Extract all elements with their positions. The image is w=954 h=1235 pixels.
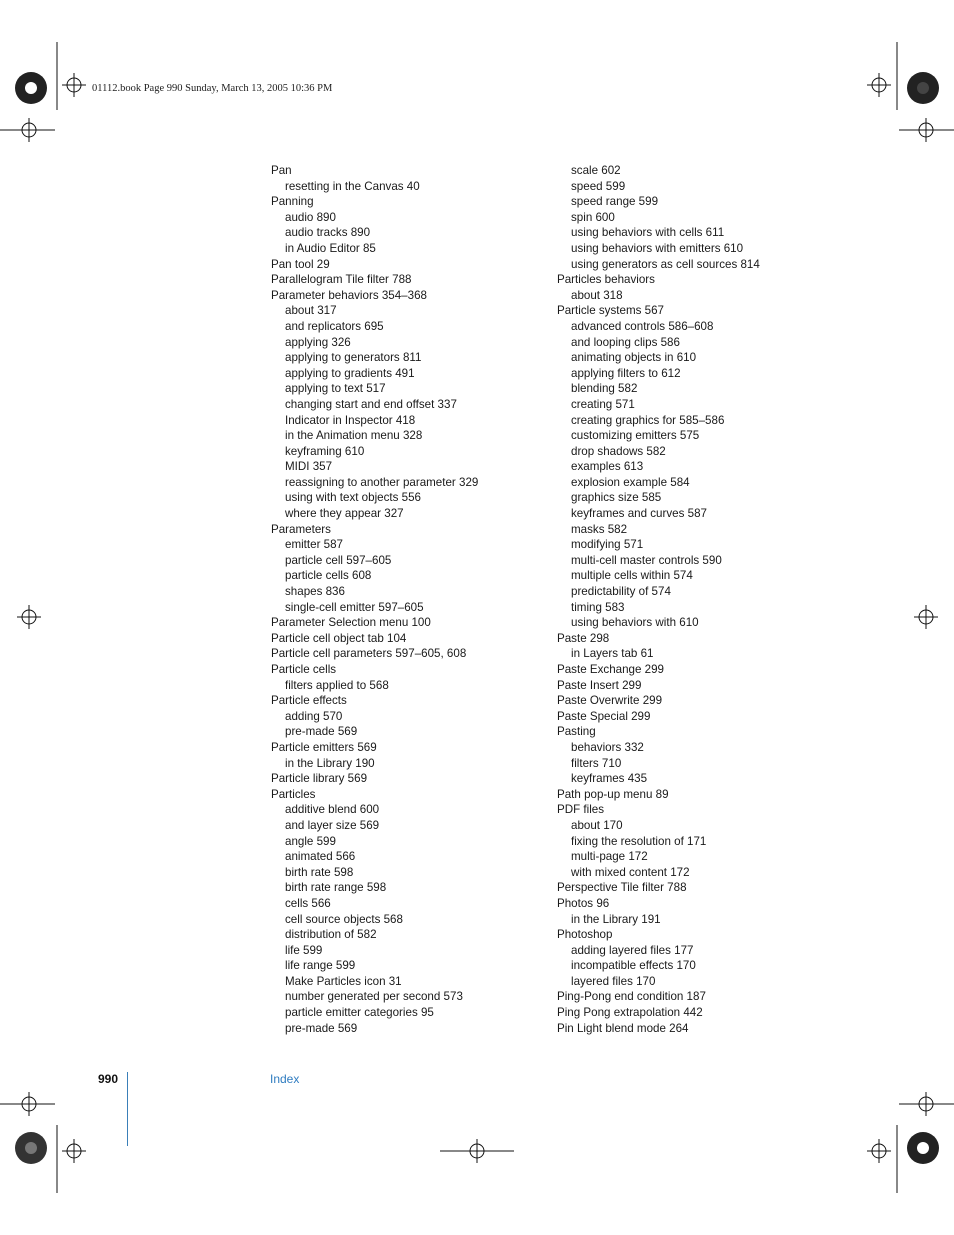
index-entry: Particle cell object tab 104 (271, 631, 407, 645)
index-subentry: graphics size 585 (571, 491, 662, 505)
index-column-left (271, 163, 478, 1036)
index-subentry: filters applied to 568 (285, 678, 389, 692)
index-entry: Paste Overwrite 299 (557, 694, 663, 708)
index-subentry: modifying 571 (571, 538, 644, 552)
index-subentry: Indicator in Inspector 418 (285, 413, 416, 427)
index-subentry: blending 582 (571, 382, 638, 396)
print-slug: 01112.book Page 990 Sunday, March 13, 2005 10:36 PM (92, 83, 333, 94)
index-subentry: and layer size 569 (285, 818, 380, 832)
index-subentry: applying to generators 811 (285, 351, 422, 365)
section-link[interactable]: Index (270, 1072, 300, 1086)
index-subentry: keyframes 435 (571, 772, 648, 786)
index-entry: Parameter Selection menu 100 (271, 616, 431, 630)
index-subentry: birth rate 598 (285, 865, 354, 879)
index-subentry: in Audio Editor 85 (285, 241, 376, 255)
index-subentry: speed 599 (571, 179, 626, 193)
index-entry: Perspective Tile filter 788 (557, 881, 687, 895)
index-subentry: behaviors 332 (571, 740, 644, 754)
index-subentry: using behaviors with 610 (571, 616, 699, 630)
index-entry: Particle cells (271, 663, 337, 676)
index-subentry: number generated per second 573 (285, 990, 463, 1004)
index-subentry: animated 566 (285, 850, 356, 864)
index-entry: Particle effects (271, 694, 347, 708)
index-subentry: creating 571 (571, 397, 635, 411)
index-subentry: single-cell emitter 597–605 (285, 600, 424, 614)
index-subentry: particle cells 608 (285, 569, 372, 583)
index-subentry: reassigning to another parameter 329 (285, 475, 479, 489)
index-subentry: additive blend 600 (285, 803, 380, 817)
index-entry: Parameter behaviors 354–368 (271, 288, 427, 302)
index-subentry: multiple cells within 574 (571, 569, 693, 583)
index-entry: Photos 96 (557, 896, 610, 910)
index-subentry: filters 710 (571, 756, 622, 770)
index-subentry: and looping clips 586 (571, 335, 680, 349)
index-entry: Parallelogram Tile filter 788 (271, 273, 412, 287)
index-subentry: emitter 587 (285, 538, 343, 552)
index-entry: Pan (271, 164, 292, 177)
index-subentry: about 317 (285, 304, 337, 318)
index-subentry: distribution of 582 (285, 928, 377, 942)
index-subentry: with mixed content 172 (571, 865, 690, 879)
index-subentry: customizing emitters 575 (571, 429, 700, 443)
index-subentry: cell source objects 568 (285, 912, 403, 926)
index-subentry: and replicators 695 (285, 319, 384, 333)
index-subentry: speed range 599 (571, 195, 659, 209)
index-subentry: applying filters to 612 (571, 366, 681, 380)
index-subentry: pre-made 569 (285, 725, 358, 739)
index-entry: Particles (271, 787, 316, 801)
index-entry: Pan tool 29 (271, 257, 330, 271)
index-entry: Paste 298 (557, 631, 610, 645)
index-subentry: audio tracks 890 (285, 226, 371, 240)
index-entry: Particle emitters 569 (271, 740, 377, 754)
index-subentry: life 599 (285, 943, 323, 957)
index-subentry: animating objects in 610 (571, 351, 697, 365)
index-subentry: particle cell 597–605 (285, 553, 392, 567)
index-entry: PDF files (557, 803, 605, 817)
index-entry: Pasting (557, 725, 596, 739)
index-entry: Paste Special 299 (557, 709, 651, 723)
index-subentry: keyframing 610 (285, 444, 365, 458)
index-subentry: where they appear 327 (285, 507, 404, 521)
index-entry: Panning (271, 195, 314, 209)
index-subentry: shapes 836 (285, 585, 345, 599)
index-subentry: in Layers tab 61 (571, 647, 654, 661)
index-entry: Photoshop (557, 928, 613, 942)
index-entry: Ping-Pong end condition 187 (557, 990, 706, 1004)
index-subentry: fixing the resolution of 171 (571, 834, 707, 848)
index-entry: Particle systems 567 (557, 304, 664, 318)
index-entry: Paste Insert 299 (557, 678, 642, 692)
index-subentry: birth rate range 598 (285, 881, 387, 895)
index-subentry: examples 613 (571, 460, 644, 474)
index-subentry: multi-page 172 (571, 850, 648, 864)
index-subentry: layered files 170 (571, 974, 656, 988)
index-subentry: drop shadows 582 (571, 444, 666, 458)
index-subentry: creating graphics for 585–586 (571, 413, 725, 427)
index-entry: Paste Exchange 299 (557, 663, 664, 676)
index-subentry: predictability of 574 (571, 585, 671, 599)
index-subentry: in the Library 191 (571, 912, 661, 926)
index-subentry: pre-made 569 (285, 1021, 358, 1035)
index-entry: Particles behaviors (557, 273, 655, 287)
index-subentry: keyframes and curves 587 (571, 507, 707, 521)
index-subentry: using generators as cell sources 814 (571, 257, 760, 271)
index-entry: Parameters (271, 522, 331, 536)
index-entry: Pin Light blend mode 264 (557, 1021, 689, 1035)
index-subentry: using behaviors with cells 611 (571, 226, 725, 240)
index-subentry: changing start and end offset 337 (285, 397, 457, 411)
index-subentry: about 170 (571, 818, 623, 832)
index-subentry: scale 602 (571, 164, 621, 177)
index-subentry: timing 583 (571, 600, 625, 614)
index-subentry: adding 570 (285, 709, 343, 723)
index-entry: Ping Pong extrapolation 442 (557, 1006, 703, 1020)
index-subentry: masks 582 (571, 522, 628, 536)
index-subentry: explosion example 584 (571, 475, 690, 489)
index-entry: Particle cell parameters 597–605, 608 (271, 647, 467, 661)
index-subentry: Make Particles icon 31 (285, 974, 402, 988)
footer-divider (127, 1072, 128, 1146)
index-subentry: audio 890 (285, 210, 336, 224)
index-subentry: resetting in the Canvas 40 (285, 179, 420, 193)
index-subentry: using behaviors with emitters 610 (571, 241, 744, 255)
index-subentry: advanced controls 586–608 (571, 319, 714, 333)
index-subentry: in the Library 190 (285, 756, 375, 770)
index-entry: Path pop-up menu 89 (557, 787, 669, 801)
index-subentry: applying 326 (285, 335, 351, 349)
index-subentry: about 318 (571, 288, 623, 302)
index-subentry: life range 599 (285, 959, 356, 973)
index-entry: Particle library 569 (271, 772, 368, 786)
index-subentry: angle 599 (285, 834, 336, 848)
index-subentry: applying to text 517 (285, 382, 386, 396)
index-subentry: using with text objects 556 (285, 491, 421, 505)
index-subentry: in the Animation menu 328 (285, 429, 423, 443)
page-number: 990 (98, 1072, 119, 1086)
index-subentry: adding layered files 177 (571, 943, 694, 957)
index-subentry: particle emitter categories 95 (285, 1006, 434, 1020)
index-subentry: cells 566 (285, 896, 331, 910)
index-column-right (557, 163, 760, 1036)
index-subentry: MIDI 357 (285, 460, 333, 474)
index-subentry: multi-cell master controls 590 (571, 553, 722, 567)
index-subentry: applying to gradients 491 (285, 366, 415, 380)
index-subentry: spin 600 (571, 210, 615, 224)
index-subentry: incompatible effects 170 (571, 959, 696, 973)
